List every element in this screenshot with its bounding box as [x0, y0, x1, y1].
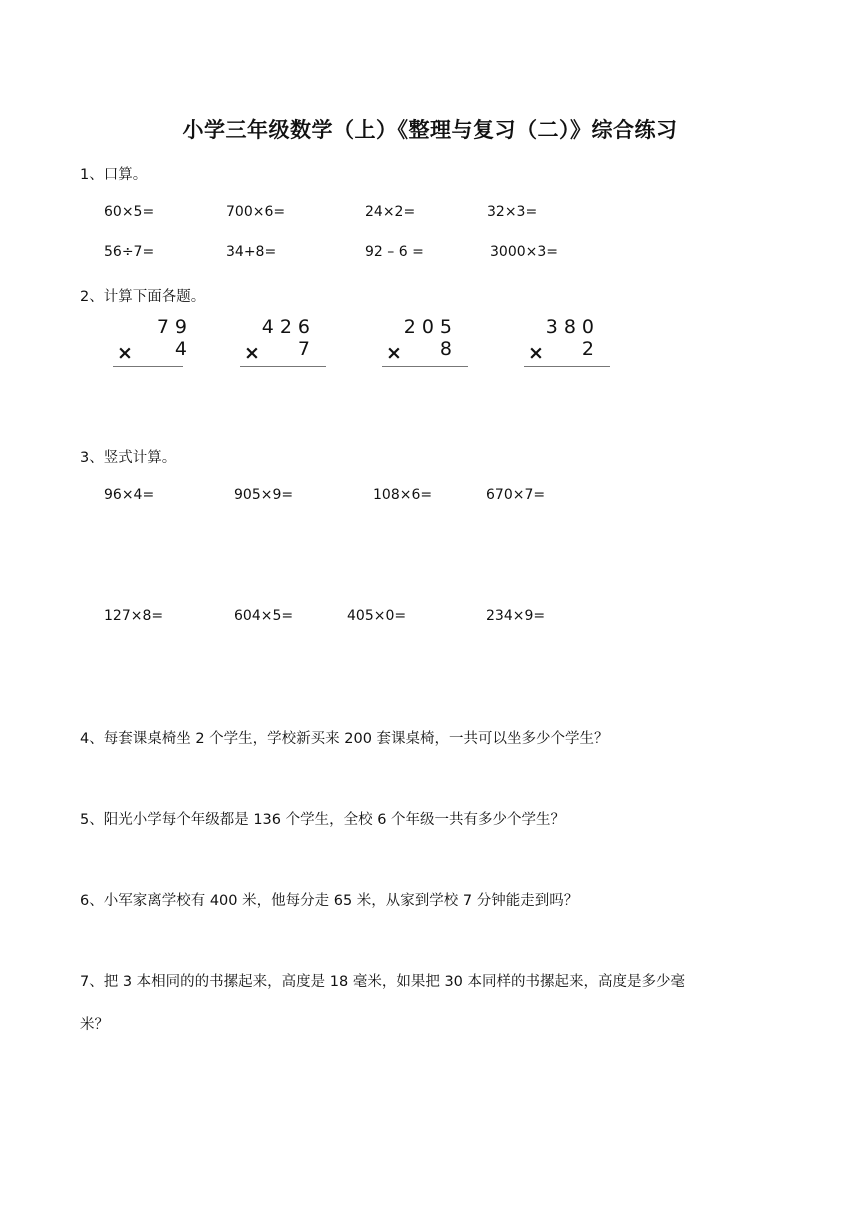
multiplier: 8 — [439, 338, 452, 360]
vertical-problem — [382, 316, 472, 376]
vertical-calc-item: 670×7= — [486, 487, 546, 503]
page-title: 小学三年级数学（上）《整理与复习（二）》综合练习 — [182, 118, 678, 142]
answer-line — [382, 366, 468, 367]
times-sign: × — [117, 342, 133, 364]
oral-calc-item: 700×6= — [226, 204, 286, 220]
vertical-calc-item: 905×9= — [234, 487, 294, 503]
question-7-line-1: 7、把 3 本相同的的书摞起来，高度是 18 毫米，如果把 30 本同样的书摞起来，高度是多少毫 — [80, 974, 686, 990]
vertical-calc-item: 108×6= — [373, 487, 433, 503]
times-sign: × — [244, 342, 260, 364]
oral-calc-item: 34+8= — [226, 244, 277, 260]
answer-line — [113, 366, 183, 367]
question-4: 4、每套课桌椅坐 2 个学生，学校新买来 200 套课桌椅，一共可以坐多少个学生？ — [80, 731, 609, 747]
vertical-calc-item: 127×8= — [104, 608, 164, 624]
times-sign: × — [528, 342, 544, 364]
answer-line — [240, 366, 326, 367]
multiplier: 2 — [581, 338, 594, 360]
vertical-calc-item: 405×0= — [347, 608, 407, 624]
vertical-problem — [113, 316, 203, 376]
section-1-heading: 1、口算。 — [80, 167, 148, 183]
multiplicand: 79 — [156, 316, 193, 338]
vertical-problem — [240, 316, 330, 376]
vertical-calc-item: 234×9= — [486, 608, 546, 624]
vertical-problem — [524, 316, 614, 376]
oral-calc-item: 60×5= — [104, 204, 155, 220]
oral-calc-item: 32×3= — [487, 204, 538, 220]
question-5: 5、阳光小学每个年级都是 136 个学生，全校 6 个年级一共有多少个学生？ — [80, 812, 566, 828]
multiplicand: 380 — [545, 316, 600, 338]
oral-calc-item: 92 – 6 = — [365, 244, 424, 260]
answer-line — [524, 366, 610, 367]
times-sign: × — [386, 342, 402, 364]
oral-calc-item: 24×2= — [365, 204, 416, 220]
multiplier: 7 — [297, 338, 310, 360]
multiplicand: 426 — [261, 316, 316, 338]
multiplier: 4 — [174, 338, 187, 360]
multiplicand: 205 — [403, 316, 458, 338]
vertical-calc-item: 604×5= — [234, 608, 294, 624]
section-2-heading: 2、计算下面各题。 — [80, 289, 206, 305]
question-7-line-2: 米？ — [80, 1017, 109, 1033]
oral-calc-item: 3000×3= — [490, 244, 558, 260]
oral-calc-item: 56÷7= — [104, 244, 155, 260]
question-6: 6、小军家离学校有 400 米，他每分走 65 米，从家到学校 7 分钟能走到吗？ — [80, 893, 579, 909]
vertical-calc-item: 96×4= — [104, 487, 155, 503]
section-3-heading: 3、竖式计算。 — [80, 450, 177, 466]
